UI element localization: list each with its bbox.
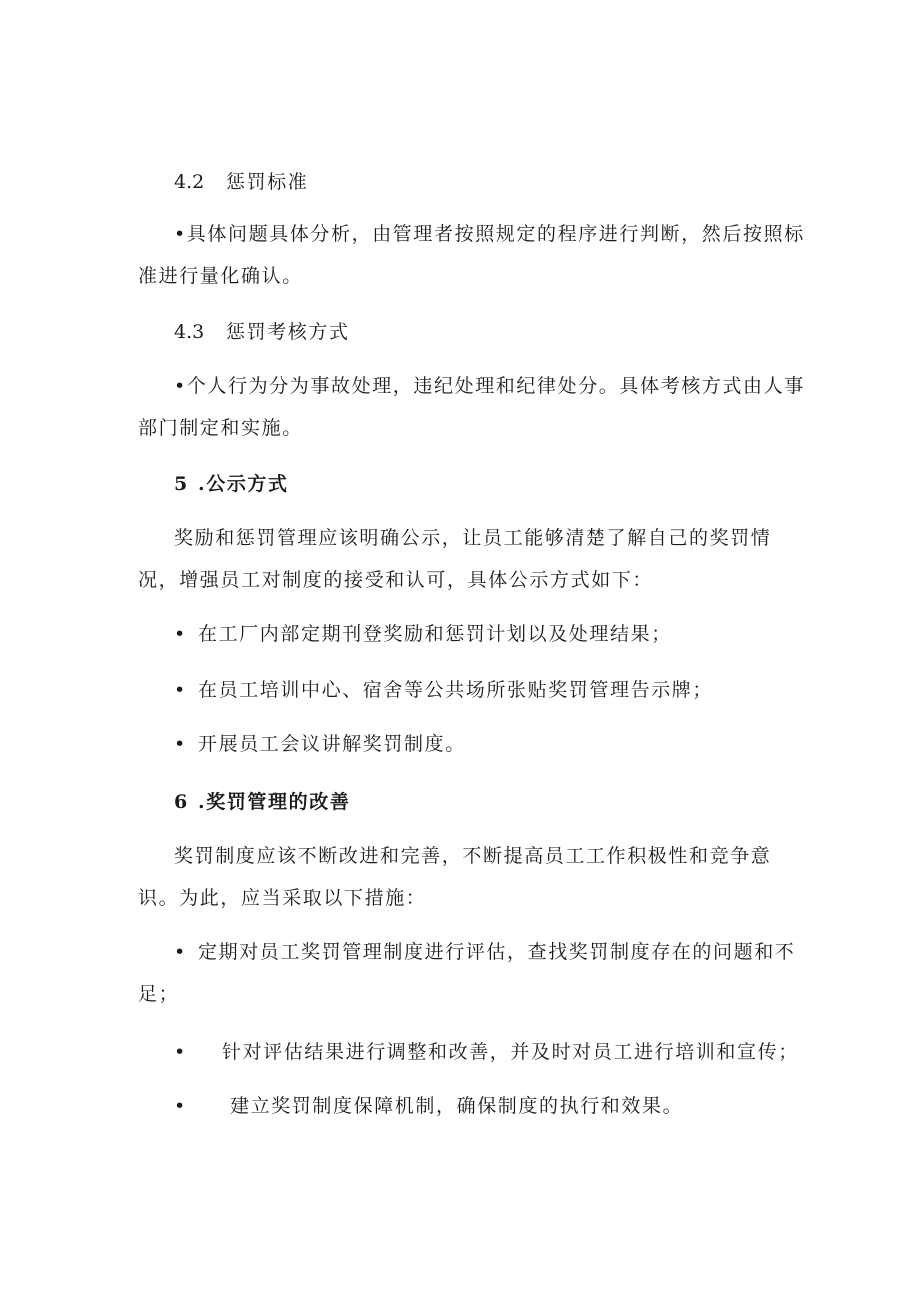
section-title: 惩罚标准	[226, 171, 309, 193]
section-number: 4.2	[174, 171, 205, 193]
bullet-item: 开展员工会议讲解奖罚制度。	[198, 733, 466, 755]
bullet-dot-icon: •	[174, 1095, 186, 1117]
paragraph-line: 况，增强员工对制度的接受和认可，具体公示方式如下：	[138, 569, 654, 591]
bullet-item: 针对评估结果进行调整和改善，并及时对员工进行培训和宣传；	[222, 1041, 799, 1063]
section-number: 4.3	[174, 321, 205, 343]
bullet-dot-icon: •	[174, 733, 186, 755]
bullet-item-continued: 足；	[138, 983, 180, 1005]
bullet-dot-icon: •	[174, 679, 186, 701]
bullet-item: 定期对员工奖罚管理制度进行评估，查找奖罚制度存在的问题和不	[198, 941, 796, 963]
section-heading-4-3	[174, 320, 350, 344]
section-heading-6	[174, 790, 350, 814]
section-title: 惩罚考核方式	[226, 321, 350, 343]
bullet-dot-icon: •	[174, 941, 186, 963]
bullet-item: 在员工培训中心、宿舍等公共场所张贴奖罚管理告示牌；	[198, 679, 714, 701]
bullet-dot-icon: •	[174, 1041, 186, 1063]
section-title: .公示方式	[198, 473, 289, 495]
paragraph-line: 准进行量化确认。	[138, 265, 303, 287]
section-number: 6	[174, 791, 188, 813]
paragraph-line: •个人行为分为事故处理，违纪处理和纪律处分。具体考核方式由人事	[174, 375, 805, 397]
paragraph-line: 奖励和惩罚管理应该明确公示，让员工能够清楚了解自己的奖罚情	[174, 527, 772, 549]
section-heading-5	[174, 472, 289, 496]
bullet-dot-icon: •	[174, 623, 186, 645]
bullet-item: 在工厂内部定期刊登奖励和惩罚计划以及处理结果；	[198, 623, 672, 645]
section-heading-4-2	[174, 170, 308, 194]
paragraph-line: •具体问题具体分析，由管理者按照规定的程序进行判断，然后按照标	[174, 223, 805, 245]
bullet-item: 建立奖罚制度保障机制，确保制度的执行和效果。	[230, 1095, 684, 1117]
paragraph-line: 部门制定和实施。	[138, 417, 303, 439]
paragraph-line: 识。为此，应当采取以下措施：	[138, 887, 427, 909]
section-number: 5	[174, 473, 188, 495]
paragraph-line: 奖罚制度应该不断改进和完善，不断提高员工工作积极性和竞争意	[174, 845, 772, 867]
section-title: .奖罚管理的改善	[198, 791, 351, 813]
